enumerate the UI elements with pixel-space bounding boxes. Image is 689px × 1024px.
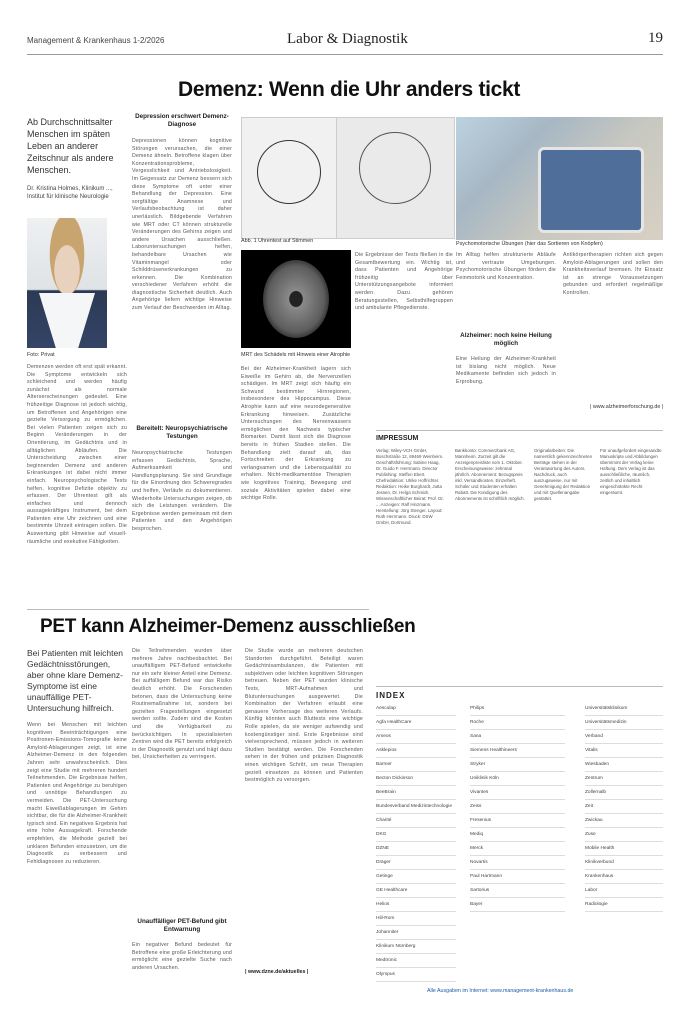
- impressum-col4: Für unaufgefordert eingesandte Manuskripte und Abbildungen übernimmt der Verlag keine Haftung. Dem Verlag ist das ausschließliche, räumlich, zeitlich und inhaltlich eingeschränkte Recht eingeräumt.: [600, 448, 662, 495]
- index-divider: [470, 785, 565, 786]
- index-divider: [376, 911, 456, 912]
- index-divider: [376, 799, 456, 800]
- index-entry: Zollernalb: [585, 790, 607, 795]
- index-divider: [470, 757, 565, 758]
- article2-body-col1: Wenn bei Menschen mit leichten kognitiven Beeinträchtigungen eine Positronen-Emissions-Tomografie keine Amyloid-Ablagerungen zeigt, ist eine Alzheimer-Demenz in den folgenden Jahren sehr unwahrscheinlich. Dies zeigt eine Studie mit mehreren hundert Teilnehmenden. Die Ergebnisse helfen, Patienten und Angehörige zu beruhigen und unnötige Behandlungen zu vermeiden. Die PET-Untersuchung macht Eiweißablagerungen im Gehirn sichtbar, die für die Alzheimer-Krankheit typisch sind. Ein negatives Ergebnis hat eine hohe Aussagekraft. Forschende empfehlen, die Methode gezielt bei unklaren Befunden einzusetzen, um die Diagnostik zu verbessern und Fehldiagnosen zu reduzieren.: [27, 722, 127, 865]
- article-body-col5b: Eine Heilung der Alzheimer-Krankheit ist bislang nicht möglich. Neue Medikamente befinden sich jedoch in Erprobung.: [456, 356, 556, 385]
- index-divider: [376, 743, 456, 744]
- index-entry: Barmer: [376, 762, 392, 767]
- index-entry: Mediq: [470, 832, 484, 837]
- index-entry: DZNE: [376, 846, 390, 851]
- subheading-tests: Bereitelt: Neuropsychiatrische Testungen: [136, 425, 228, 440]
- index-entry: Uniklinik Köln: [470, 776, 499, 781]
- index-entry: Verband: [585, 734, 603, 739]
- subheading-alzheimer: Alzheimer: noch keine Heilung möglich: [460, 332, 552, 347]
- index-divider: [376, 855, 456, 856]
- impressum-heading: IMPRESSUM: [376, 435, 419, 442]
- index-entry: Bayer: [470, 902, 483, 907]
- index-entry: Roche: [470, 720, 484, 725]
- index-divider: [585, 897, 663, 898]
- index-entry: Novartis: [470, 860, 488, 865]
- index-entry: Siemens Healthineers: [470, 748, 517, 753]
- index-entry: Olympus: [376, 972, 395, 977]
- index-entry: Zeit: [585, 804, 593, 809]
- index-divider: [470, 715, 565, 716]
- index-divider: [585, 911, 663, 912]
- clock-drawing-1: [241, 117, 338, 239]
- article-body-col6: Antikörpertherapien richten sich gegen Amyloid-Ablagerungen und sollen den Krankheitsverlauf bremsen. Ihr Einsatz ist an strenge Voraussetzungen gebunden und erfordert regelmäßige Kontrollen.: [563, 252, 663, 296]
- mri-caption: MRT des Schädels mit Hinweis einer Atrophie: [241, 352, 351, 358]
- article-body-col3: Bei der Alzheimer-Krankheit lagern sich Eiweiße im Gehirn ab, die Nervenzellen schädigen. Im MRT zeigt sich häufig ein Schwund bestimmter Hirnregionen, insbesondere des Hippocampus. Diese Atrophie kann auf eine neurodegenerative Erkrankung hinweisen. Zusätzliche Untersuchungen des Nervenwassers ermöglichen den Nachweis typischer Biomarker. Damit lässt sich die Diagnose bereits in frühen Stadien stellen. Die Behandlung zielt darauf ab, das Fortschreiten der Erkrankung zu verlangsamen und die Lebensqualität zu erhalten. Nicht-medikamentöse Therapien wie kognitives Training, Bewegung und soziale Aktivitäten spielen dabei eine wichtige Rolle.: [241, 366, 351, 502]
- article-body-col1: Demenzen werden oft erst spät erkannt. Die Symptome entwickeln sich schleichend und werden häufig zunächst als normale Alterserscheinungen gedeutet. Eine frühzeitige Diagnose ist jedoch wichtig, um Betroffenen und Angehörigen eine gezielte Versorgung zu ermöglichen. Bei vielen Patienten zeigen sich zu Beginn Veränderungen in der Orientierung, im Gedächtnis und in alltäglichen Abläufen. Die Unterscheidung zwischen einer beginnenden Demenz und anderen Erkrankungen ist dabei nicht immer einfach. Neuropsychologische Tests helfen, kognitive Defizite objektiv zu erfassen. Der Uhrentest gilt als einfaches und dennoch aussagekräftiges Instrument, bei dem Patienten eine Uhr zeichnen und eine bestimmte Uhrzeit eintragen sollen. Die Auswertung gibt Hinweise auf visuell-räumliche und exekutive Fähigkeiten.: [27, 364, 127, 545]
- index-entry: Asklepios: [376, 748, 397, 753]
- index-entry: Bundesverband Medizintechnologie: [376, 804, 453, 809]
- article-body-col4: Die Ergebnisse der Tests fließen in die Gesamtbewertung ein. Wichtig ist, dass Patienten und Angehörige frühzeitig über Unterstützungsangebote informiert werden. Dazu gehören Beratungsstellen, Selbsthilfegruppen und ambulante Pflegedienste.: [355, 252, 453, 312]
- index-divider: [585, 729, 663, 730]
- index-divider: [470, 771, 565, 772]
- index-entry: Helios: [376, 902, 390, 907]
- article2-lead: Bei Patienten mit leichten Gedächtnisstörungen, aber ohne klare Demenz-Symptome ist eine unauffällige PET-Untersuchung hilfreich.: [27, 648, 123, 713]
- index-divider: [470, 729, 565, 730]
- index-divider: [470, 799, 565, 800]
- header-rule: [27, 54, 663, 55]
- index-entry: Fresenius: [470, 818, 492, 823]
- index-divider: [376, 757, 456, 758]
- impressum-col2: Bankkonto: Commerzbank AG, Mannheim. Zurzeit gilt die Anzeigenpreisliste vom 1. Oktober. Erscheinungsweise: zehnmal jährlich. Abonnement: Bezugspreis inkl. Versandkosten. Einzelheft. Schüler und Studenten erhalten Rabatt. Die Kündigung des Abonnements ist schriftlich möglich.: [455, 448, 525, 501]
- index-entry: DKG: [376, 832, 387, 837]
- index-divider: [470, 827, 565, 828]
- index-divider: [376, 967, 456, 968]
- photo-caption: Foto: Privat: [27, 352, 55, 358]
- subheading-depression: Depression erschwert Demenz-Diagnose: [135, 113, 229, 128]
- index-entry: Klinikverbund: [585, 860, 614, 865]
- mri-image: [241, 250, 351, 348]
- index-divider: [376, 953, 456, 954]
- index-divider: [376, 981, 456, 982]
- index-divider: [376, 729, 456, 730]
- impressum-col1: Verlag: Wiley-VCH GmbH, Boschstraße 12, 69469 Weinheim. Geschäftsführung: Sabine Haag, Dr. Guido F. Herrmann. Director Publishing: Steffen Ebert. Chefredaktion: Ulrike Hoffrichter. Redaktion: Heike Burghardt, Jutta Jessen, Dr. Helga Schmidt. Wissenschaftlicher Beirat: Prof. Dr. ... Anzeigen: Ralf Hinzmann. Herstellung: Jörg Stenger. Layout: Ruth Herrmann. Druck: DSW GmbH, Dortmund.: [376, 448, 444, 525]
- article-title: Demenz: Wenn die Uhr anders tickt: [178, 78, 521, 101]
- article2-body-col2: Die Teilnehmenden wurden über mehrere Jahre nachbeobachtet. Bei unauffälligem PET-Befund entwickelte nur ein sehr kleiner Anteil eine Demenz. Bei auffälligem Befund war das Risiko deutlich erhöht. Die Forschenden betonen, dass die Untersuchung keine Routinemaßnahme ist, sondern bei gezielten Fragestellungen eingesetzt werden sollte. Zudem sind die Kosten und die Verfügbarkeit zu berücksichtigen. In spezialisierten Zentren wird die PET bereits erfolgreich in der Diagnostik genutzt und trägt dazu bei, Unsicherheiten zu verringern.: [132, 648, 232, 761]
- index-divider: [376, 883, 456, 884]
- index-entry: Merck: [470, 846, 484, 851]
- index-entry: Hill-Rom: [376, 916, 395, 921]
- article2-title: PET kann Alzheimer-Demenz ausschließen: [40, 616, 416, 637]
- footer-link[interactable]: Alle Ausgaben im Internet: www.management-krankenhaus.de: [427, 988, 574, 994]
- therapy-photo: [456, 117, 663, 240]
- index-divider: [470, 855, 565, 856]
- article2-body-col2b: Ein negativer Befund bedeutet für Betroffene eine große Erleichterung und ermöglicht eine gezielte Suche nach anderen Ursachen.: [132, 942, 232, 971]
- index-entry: Zwickau: [585, 818, 603, 823]
- author-photo: [27, 218, 107, 348]
- index-entry: Getinge: [376, 874, 393, 879]
- index-divider: [470, 911, 565, 912]
- index-entry: Vivantes: [470, 790, 489, 795]
- index-entry: Radiologie: [585, 902, 608, 907]
- index-divider: [585, 841, 663, 842]
- impressum-col3: Originalarbeiten: Die namentlich gekennzeichneten Beiträge stehen in der Verantwortung des Autors. Nachdruck, auch auszugsweise, nur mit Genehmigung der Redaktion und mit Quellenangabe gestattet.: [534, 448, 593, 501]
- section-title: Labor & Diagnostik: [287, 31, 408, 47]
- issue-label: Management & Krankenhaus 1-2/2026: [27, 36, 165, 45]
- index-heading: INDEX: [376, 691, 406, 700]
- index-entry: Universitätsklinikum: [585, 706, 628, 711]
- index-divider: [585, 799, 663, 800]
- index-entry: Johanniter: [376, 930, 399, 935]
- clock-drawing-2: [336, 117, 455, 239]
- index-divider: [585, 757, 663, 758]
- index-divider: [376, 785, 456, 786]
- index-divider: [376, 939, 456, 940]
- index-entry: Mobile Health: [585, 846, 615, 851]
- index-entry: Charité: [376, 818, 392, 823]
- index-entry: Philips: [470, 706, 485, 711]
- index-divider: [585, 855, 663, 856]
- index-divider: [585, 813, 663, 814]
- index-divider: [585, 869, 663, 870]
- article-byline: Dr. Kristina Holmes, Klinikum ..., Institut für klinische Neurologie: [27, 186, 113, 200]
- therapy-caption: Psychomotorische Übungen (hier das Sortieren von Knöpfen): [456, 241, 603, 247]
- index-divider: [470, 897, 565, 898]
- article-lead: Ab Durchschnittsalter Menschen im späten Leben an anderer Zeitschnur als andere Menschen.: [27, 117, 114, 175]
- article-link[interactable]: | www.alzheimerforschung.de |: [590, 404, 664, 410]
- index-divider: [376, 715, 456, 716]
- index-entry: Becton Dickinson: [376, 776, 414, 781]
- index-entry: Labor: [585, 888, 598, 893]
- index-entry: Universitätsmedizin: [585, 720, 627, 725]
- index-entry: Ameos: [376, 734, 391, 739]
- index-divider: [585, 743, 663, 744]
- index-divider: [470, 813, 565, 814]
- index-divider: [376, 925, 456, 926]
- index-divider: [470, 743, 565, 744]
- index-entry: Klinikum Nürnberg: [376, 944, 416, 949]
- index-divider: [585, 785, 663, 786]
- index-entry: Zentrum: [585, 776, 603, 781]
- index-divider: [376, 771, 456, 772]
- index-entry: Krankenhaus: [585, 874, 614, 879]
- index-divider: [376, 869, 456, 870]
- index-divider: [585, 715, 663, 716]
- index-entry: Wiesbaden: [585, 762, 609, 767]
- article-body-col2: Depressionen können kognitive Störungen verursachen, die einer Demenz ähneln. Betroffene klagen über Konzentrationsprobleme, Vergesslichkeit und Antriebslosigkeit. Im Gegensatz zur Demenz bessern sich diese Symptome oft unter einer Behandlung der Depression. Eine sorgfältige Anamnese und Verlaufsbeobachtung ist daher unerlässlich. Bildgebende Verfahren wie MRT oder CT können strukturelle Veränderungen des Gehirns zeigen und andere Ursachen ausschließen. Laboruntersuchungen helfen, behandelbare Ursachen wie Vitaminmangel oder Schilddrüsenerkrankungen zu erkennen. Die Kombination verschiedener Verfahren erhöht die diagnostische Sicherheit deutlich. Auch Angehörige liefern wichtige Hinweise zum Verlauf der Beschwerden im Alltag.: [132, 138, 232, 312]
- index-entry: Sartorius: [470, 888, 490, 893]
- article-body-col2b: Neuropsychiatrische Testungen erfassen Gedächtnis, Sprache, Aufmerksamkeit und Handlungsplanung. Sie sind Grundlage für die Einordnung des Schweregrades und helfen, Verläufe zu dokumentieren. Wiederholte Untersuchungen zeigen, ob sich die Leistungen verändern. Die Ergebnisse werden gemeinsam mit dem Patienten und den Angehörigen besprochen.: [132, 450, 232, 532]
- index-entry: Zeiss: [470, 804, 482, 809]
- index-entry: Agfa HealthCare: [376, 720, 412, 725]
- index-entry: Dräger: [376, 860, 391, 865]
- index-divider: [470, 841, 565, 842]
- article2-body-col3: Die Studie wurde an mehreren deutschen Standorten durchgeführt. Beteiligt waren Gedächtnisambulanzen, die Patienten mit subjektiven oder leichten kognitiven Störungen betreuen. Neben der PET wurden klinische Tests, MRT-Aufnahmen und Blutuntersuchungen ausgewertet. Die Kombination der Verfahren erlaubt eine genauere Vorhersage des weiteren Verlaufs. Künftig könnten auch Bluttests eine wichtige Rolle spielen, da sie weniger aufwendig und kostengünstiger sind. Erste Ergebnisse sind vielversprechend, müssen jedoch in weiteren Studien bestätigt werden. Die Forschenden sehen in der frühen und präzisen Diagnostik einen wichtigen Schritt, um neue Therapien gezielt einsetzen zu können und Patienten bestmöglich zu versorgen.: [245, 648, 363, 784]
- index-entry: BeeBrain: [376, 790, 396, 795]
- index-entry: Zuse: [585, 832, 596, 837]
- article2-website[interactable]: | www.dzne.de/aktuelles |: [245, 969, 309, 975]
- article-body-col5: Im Alltag helfen strukturierte Abläufe und vertraute Umgebungen. Psychomotorische Übungen fördern die Feinmotorik und Konzentration.: [456, 252, 556, 281]
- index-divider: [376, 813, 456, 814]
- page-number: 19: [648, 30, 663, 46]
- index-divider: [585, 771, 663, 772]
- index-entry: Sana: [470, 734, 482, 739]
- index-divider: [585, 883, 663, 884]
- index-divider: [470, 883, 565, 884]
- index-divider: [585, 827, 663, 828]
- index-divider: [470, 869, 565, 870]
- index-entry: Vitalis: [585, 748, 598, 753]
- index-entry: Medtronic: [376, 958, 398, 963]
- index-entry: Paul Hartmann: [470, 874, 502, 879]
- article2-subheading: Unauffälliger PET-Befund gibt Entwarnung: [137, 918, 227, 933]
- index-divider: [376, 897, 456, 898]
- index-entry: Aesculap: [376, 706, 396, 711]
- clock-caption: Abb. 1 Uhrentest auf Stimmen: [241, 238, 314, 244]
- index-entry: Stryker: [470, 762, 486, 767]
- index-divider: [376, 827, 456, 828]
- index-entry: GE Healthcare: [376, 888, 408, 893]
- index-divider: [376, 841, 456, 842]
